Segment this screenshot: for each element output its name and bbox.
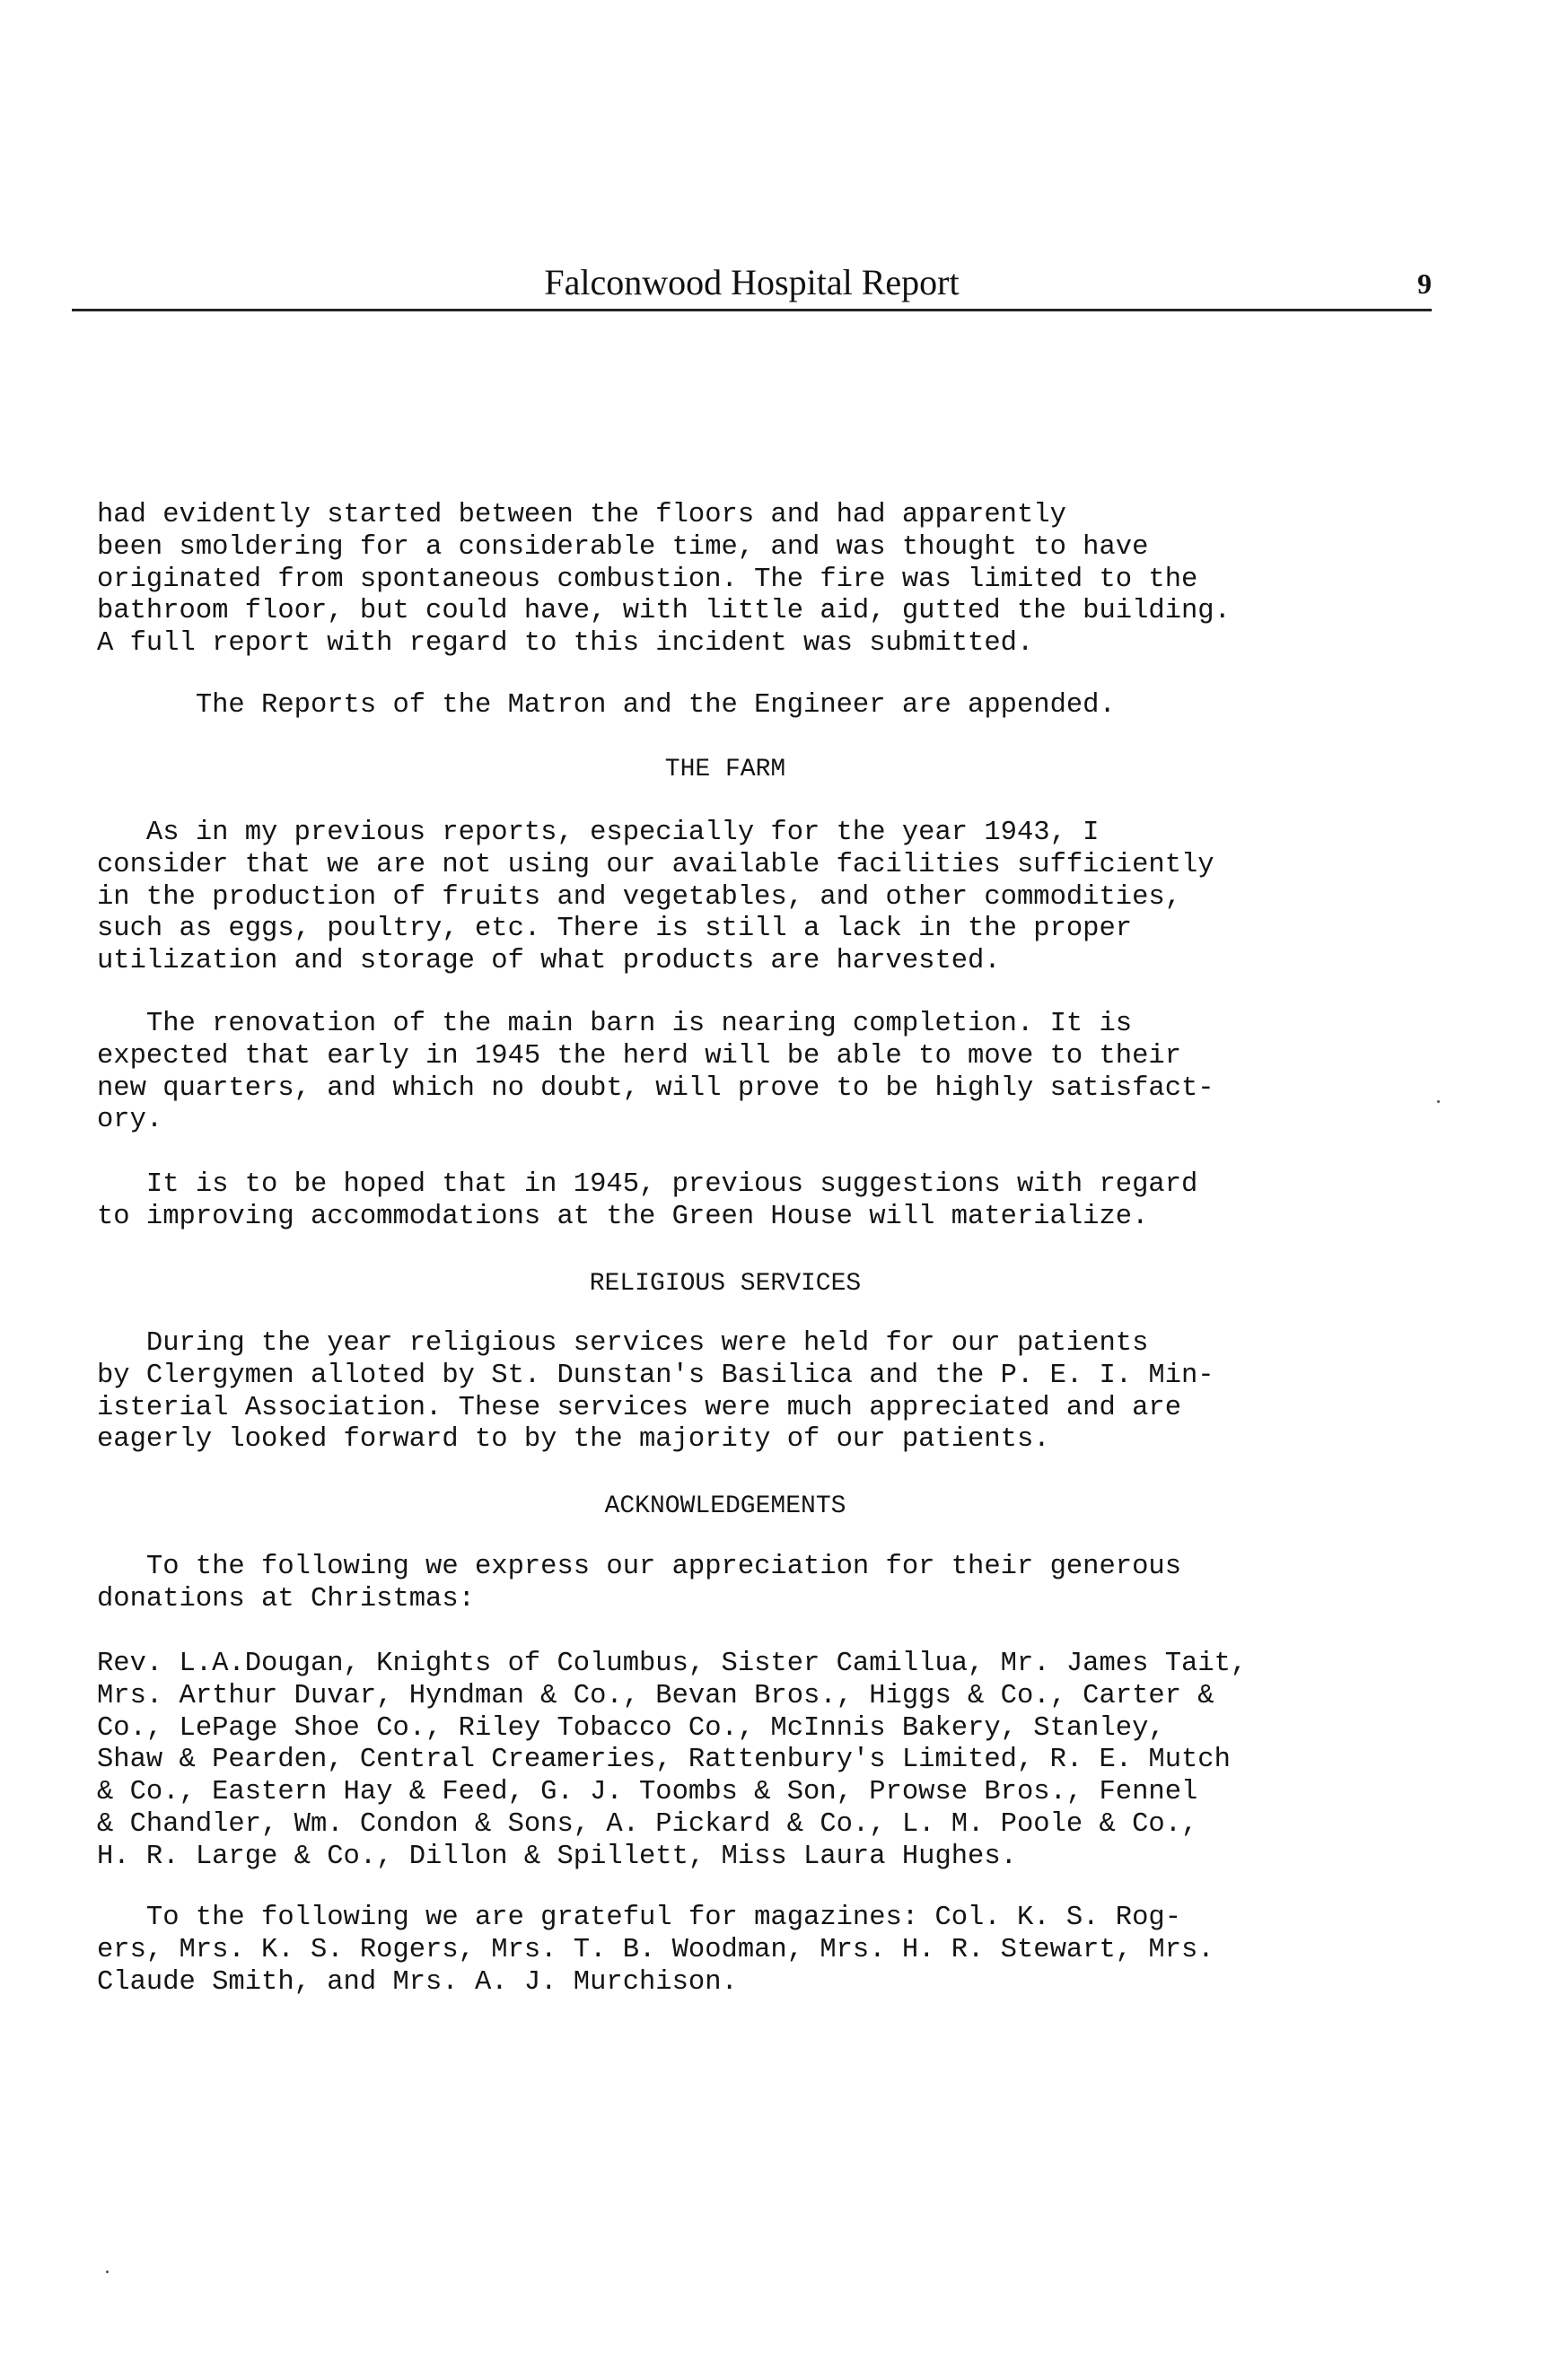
page-header-title: Falconwood Hospital Report	[544, 262, 960, 302]
running-head	[72, 260, 1432, 314]
farm-paragraph-facilities: As in my previous reports, especially for the year 1943, I consider that we are not using our available facilities sufficiently in the production of fruits and vegetables, and other commodities, such as eggs, poultry, etc. There is still a lack in the proper utilization and storage of what products are harvested.	[97, 818, 1214, 977]
religious-services-paragraph: During the year religious services were held for our patients by Clergymen alloted by St. Dunstan's Basilica and the P. E. I. Min- isterial Association. These services were much appreciated and are eagerly looked forward to by the majority of our patients.	[97, 1328, 1214, 1456]
page-number: 9	[1417, 267, 1432, 300]
farm-paragraph-green-house: It is to be hoped that in 1945, previous suggestions with regard to improving accommodations at the Green House will materialize.	[97, 1169, 1198, 1232]
magazine-donors-paragraph: To the following we are grateful for magazines: Col. K. S. Rog- ers, Mrs. K. S. Rogers, Mrs. T. B. Woodman, Mrs. H. R. Stewart, Mrs. Claude Smith, and Mrs. A. J. Murchison.	[97, 1903, 1214, 1998]
section-heading-acknowledgements: ACKNOWLEDGEMENTS	[604, 1492, 846, 1520]
header-rule	[72, 309, 1432, 311]
section-heading-religious-services: RELIGIOUS SERVICES	[589, 1270, 862, 1298]
farm-paragraph-barn: The renovation of the main barn is nearing completion. It is expected that early in 1945 the herd will be able to move to their new quarters, and which no doubt, will prove to be highly satisfact- ory.	[97, 1009, 1214, 1136]
reports-appended-paragraph: The Reports of the Matron and the Engineer are appended.	[97, 690, 1116, 721]
scan-speck	[1437, 1100, 1440, 1103]
christmas-donors-list: Rev. L.A.Dougan, Knights of Columbus, Sister Camillua, Mr. James Tait, Mrs. Arthur Duvar, Hyndman & Co., Bevan Bros., Higgs & Co., Carter & Co., LePage Shoe Co., Riley Tobacco Co., McInnis Bakery, Stanley, Shaw & Pearden, Central Creameries, Rattenbury's Limited, R. E. Mutch & Co., Eastern Hay & Feed, G. J. Toombs & Son, Prowse Bros., Fennel & Chandler, Wm. Condon & Sons, A. Pickard & Co., L. M. Poole & Co., H. R. Large & Co., Dillon & Spillett, Miss Laura Hughes.	[97, 1649, 1248, 1872]
fire-incident-paragraph: had evidently started between the floors and had apparently been smoldering for a considerable time, and was thought to have originated from spontaneous combustion. The fire was limited to the bathroom floor, but could have, with little aid, gutted the building. A full report with regard to this incident was submitted.	[97, 500, 1231, 660]
acknowledgements-intro-paragraph: To the following we express our appreciation for their generous donations at Christmas:	[97, 1552, 1181, 1614]
section-heading-farm: THE FARM	[664, 756, 786, 783]
scan-speck	[106, 2271, 109, 2273]
